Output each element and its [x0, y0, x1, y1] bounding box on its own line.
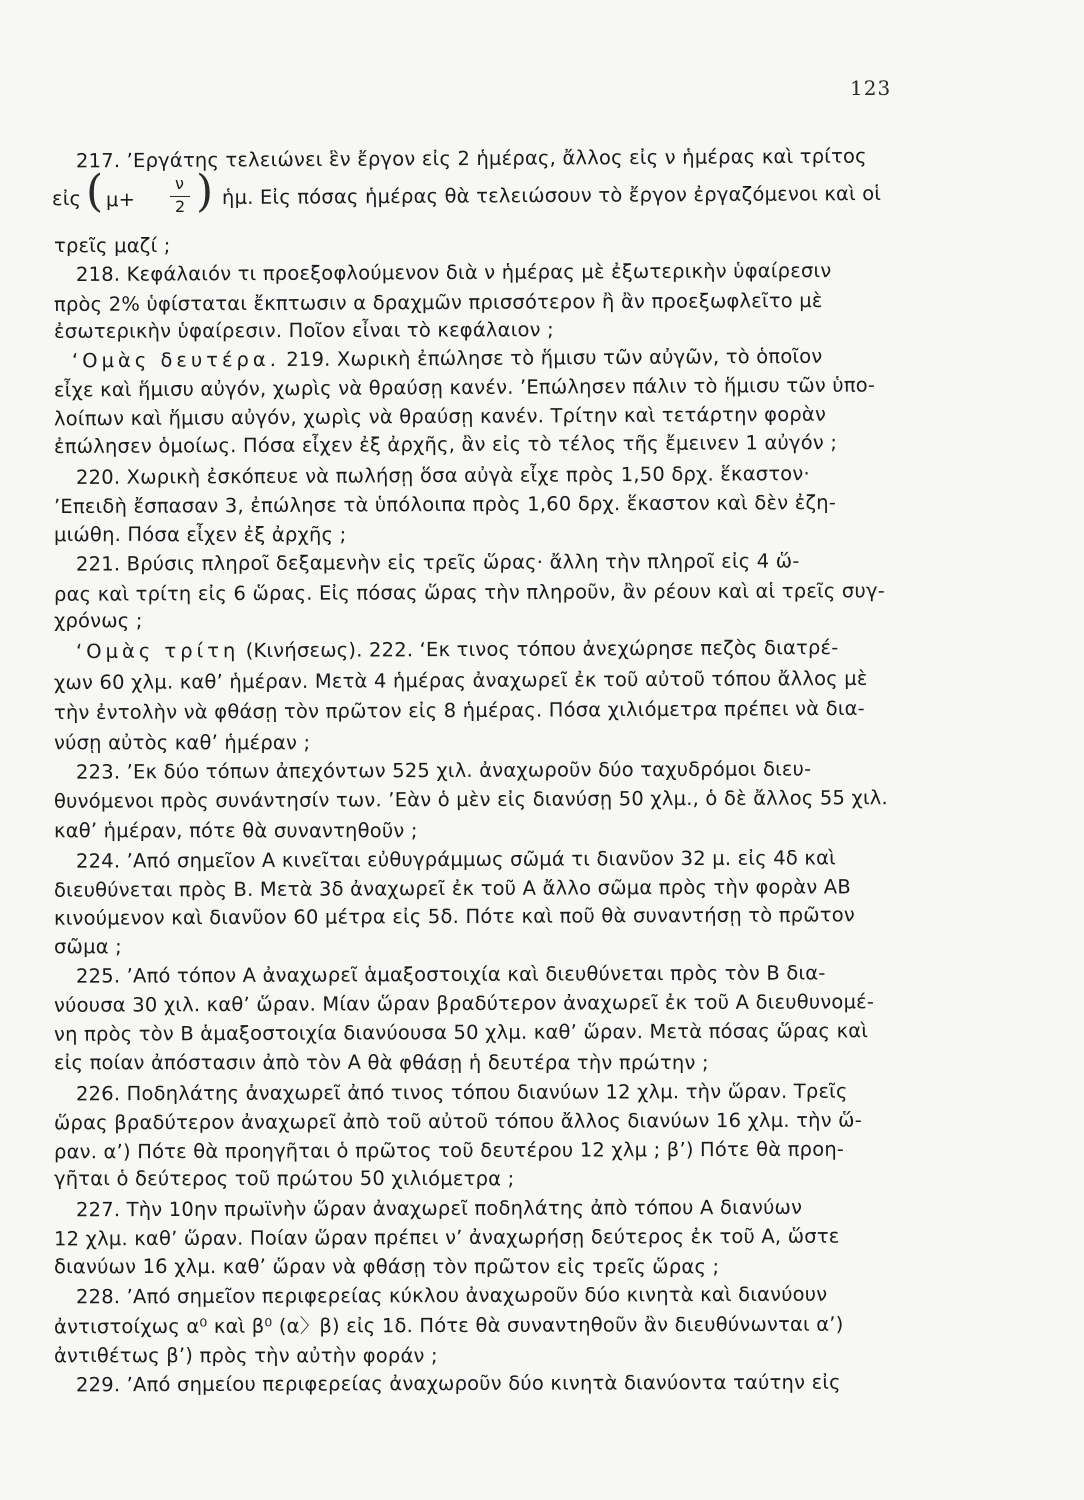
text-line: νη πρὸς τὸν Β ἁμαξοστοιχία διανύουσα 50 χλμ. καθ’ ὥραν. Μετὰ πόσας ὥρας καὶ — [53, 1019, 869, 1046]
text-line: ἀντιθέτως β’) πρὸς τὴν αὐτὴν φοράν ; — [54, 1344, 438, 1367]
text-line: κινούμενον καὶ διανῦον 60 μέτρα εἰς 5δ. Πότε καὶ ποῦ θὰ συναντήσῃ τὸ πρῶτον — [53, 903, 855, 930]
text-line: 224. ’Από σημεῖον Α κινεῖται εὐθυγράμμως σῶμά τι διανῦον 32 μ. εἰς 4δ καὶ — [75, 846, 836, 873]
text-line: ἐπώλησεν ὁμοίως. Πόσα εἶχεν ἐξ ἀρχῆς, ἂν εἰς τὸ τέλος τῆς ἔμεινεν 1 αὐγόν ; — [53, 430, 838, 459]
text-line: ραν. α’) Πότε θὰ προηγῆται ὁ πρῶτος τοῦ δευτέρου 12 χλμ ; β’) Πότε θὰ προη- — [53, 1137, 845, 1164]
text-line: διευθύνεται πρὸς Β. Μετὰ 3δ ἀναχωρεῖ ἐκ τοῦ Α ἄλλο σῶμα πρὸς τὴν φορὰν ΑΒ — [53, 875, 851, 902]
text-line: 218. Κεφάλαιόν τι προεξοφλούμενον διὰ ν ἡμέρας μὲ ἐξωτερικὴν ὑφαίρεσιν — [75, 259, 832, 286]
text-line: 226. Ποδηλάτης ἀναχωρεῖ ἀπό τινος τόπου διανύων 12 χλμ. τὴν ὥραν. Τρεῖς — [75, 1079, 848, 1106]
text-line: μιώθη. Πόσα εἶχεν ἐξ ἀρχῆς ; — [54, 523, 347, 546]
text-line: νύσῃ αὐτὸς καθ’ ἡμέραν ; — [54, 731, 311, 754]
text-line: 220. Χωρικὴ ἐσκόπευε νὰ πωλήσῃ ὅσα αὐγὰ εἶχε πρὸς 1,50 δρχ. ἕκαστον· — [75, 462, 810, 489]
text-line: ρας καὶ τρίτη εἰς 6 ὥρας. Εἰς πόσας ὥρας τὴν πληροῦν, ἂν ρέουν καὶ αἱ τρεῖς συγ- — [53, 579, 885, 606]
text-line: χρόνως ; — [54, 609, 143, 632]
text-line: νύουσα 30 χιλ. καθ’ ὥραν. Μίαν ὥραν βραδύτερον ἀναχωρεῖ ἐκ τοῦ Α διευθυνομέ- — [53, 990, 875, 1017]
text-line: γῆται ὁ δεύτερος τοῦ πρώτου 50 χιλιόμετρα ; — [54, 1167, 515, 1190]
text-line: καθ’ ἡμέραν, πότε θὰ συναντηθοῦν ; — [54, 819, 418, 842]
fraction-denominator: 2 — [175, 197, 186, 216]
text-line: 225. ’Από τόπον Α ἀναχωρεῖ ἁμαξοστοιχία καὶ διευθύνεται πρὸς τὸν Β δια- — [75, 961, 826, 988]
text-line: θυνόμενοι πρὸς συνάντησίν των. ’Εὰν ὁ μὲν εἰς διανύσῃ 50 χλμ., ὁ δὲ ἄλλος 55 χιλ. — [53, 786, 888, 813]
text-line: 221. Βρύσις πληροῖ δεξαμενὴν εἰς τρεῖς ὥρας· ἄλλη τὴν πληροῖ εἰς 4 ὥ- — [75, 549, 800, 576]
text-line: ἀντιστοίχως α⁰ καὶ β⁰ (α〉β) εἰς 1δ. Πότε θὰ συναντηθοῦν ἂν διευθύνωνται α’) — [53, 1312, 844, 1339]
page-number: 123 — [850, 76, 892, 100]
text-line: 228. ’Από σημεῖον περιφερείας κύκλου ἀναχωροῦν δύο κινητὰ καὶ διανύουν — [75, 1282, 828, 1309]
fraction-mu: μ+ — [106, 188, 136, 211]
text-line: 12 χλμ. καθ’ ὥραν. Ποίαν ὥραν πρέπει ν’ ἀναχωρήσῃ δεύτερος ἐκ τοῦ Α, ὥστε — [53, 1224, 840, 1251]
text-line: ’Επειδὴ ἔσπασαν 3, ἐπώλησε τὰ ὑπόλοιπα πρὸς 1,60 δρχ. ἕκαστον καὶ δὲν ἐζη- — [53, 490, 837, 519]
text-line: λοίπων καὶ ἥμισυ αὐγόν, χωρὶς νὰ θραύσῃ κανέν. Τρίτην καὶ τετάρτην φορὰν — [53, 402, 827, 431]
fraction-numerator: ν — [175, 174, 184, 193]
open-paren: ( — [86, 166, 104, 217]
text-line: τὴν ἐντολὴν νὰ φθάσῃ τὸν πρῶτον εἰς 8 ἡμέρας. Πόσα χιλιόμετρα πρέπει νὰ δια- — [53, 696, 865, 725]
text-line: τρεῖς μαζί ; — [54, 234, 171, 257]
text-line: χων 60 χλμ. καθ’ ἡμέραν. Μετὰ 4 ἡμέρας ἀναχωρεῖ ἐκ τοῦ αὐτοῦ τόπου ἄλλος μὲ — [53, 666, 868, 695]
close-paren: ) — [196, 166, 214, 217]
section-heading: ‘Ομὰς τρίτη — [75, 639, 240, 663]
text-line: διανύων 16 χλμ. καθ’ ὥραν νὰ φθάσῃ τὸν πρῶτον εἰς τρεῖς ὥρας ; — [54, 1255, 720, 1278]
text-line-prefix: εἰς — [52, 187, 82, 210]
text-line: ‘Ομὰς δευτέρα. 219. Χωρικὴ ἐπώλησε τὸ ἥμισυ τῶν αὐγῶν, τὸ ὁποῖον — [71, 344, 823, 373]
text-line: ὥρας βραδύτερον ἀναχωρεῖ ἀπὸ τοῦ αὐτοῦ τόπου ἄλλος διανύων 16 χλμ. τὴν ὥ- — [53, 1108, 862, 1135]
text-line: ἡμ. Εἰς πόσας ἡμέρας θὰ τελειώσουν τὸ ἔργον ἐργαζόμενοι καὶ οἱ — [221, 181, 882, 210]
text-line: ἐσωτερικὴν ὑφαίρεσιν. Ποῖον εἶναι τὸ κεφάλαιον ; — [53, 318, 554, 343]
text-line: εἶχε καὶ ἥμισυ αὐγόν, χωρὶς νὰ θραύσῃ κανέν. ’Επώλησεν πάλιν τὸ ἥμισυ τῶν ὑπο- — [53, 373, 876, 402]
text-line: πρὸς 2% ὑφίσταται ἔκπτωσιν α δραχμῶν πρισσότερον ἢ ἂν προεξωφλεῖτο μὲ — [53, 288, 823, 317]
text-line: σῶμα ; — [54, 935, 122, 958]
text-line: εἰς ποίαν ἀπόστασιν ἀπὸ τὸν Α θὰ φθάσῃ ἡ δευτέρα τὴν πρώτην ; — [54, 1051, 709, 1074]
text-line: 223. ’Εκ δύο τόπων ἀπεχόντων 525 χιλ. ἀναχωροῦν δύο ταχυδρόμοι διευ- — [75, 757, 812, 784]
text-line: ‘Ομὰς τρίτη (Κινήσεως). 222. ‘Εκ τινος τόπου ἀνεχώρησε πεζὸς διατρέ- — [75, 636, 839, 663]
text-line: 227. Τὴν 10ην πρωϊνὴν ὥραν ἀναχωρεῖ ποδηλάτης ἀπὸ τόπου Α διανύων — [75, 1195, 803, 1222]
section-heading: ‘Ομὰς δευτέρα. — [71, 348, 280, 373]
text-line: 217. ’Εργάτης τελειώνει ἓν ἔργον εἰς 2 ἡμέρας, ἄλλος εἰς ν ἡμέρας καὶ τρίτος — [75, 144, 867, 173]
text-line: 229. ’Από σημείου περιφερείας ἀναχωροῦν δύο κινητὰ διανύοντα ταύτην εἰς — [75, 1370, 841, 1397]
